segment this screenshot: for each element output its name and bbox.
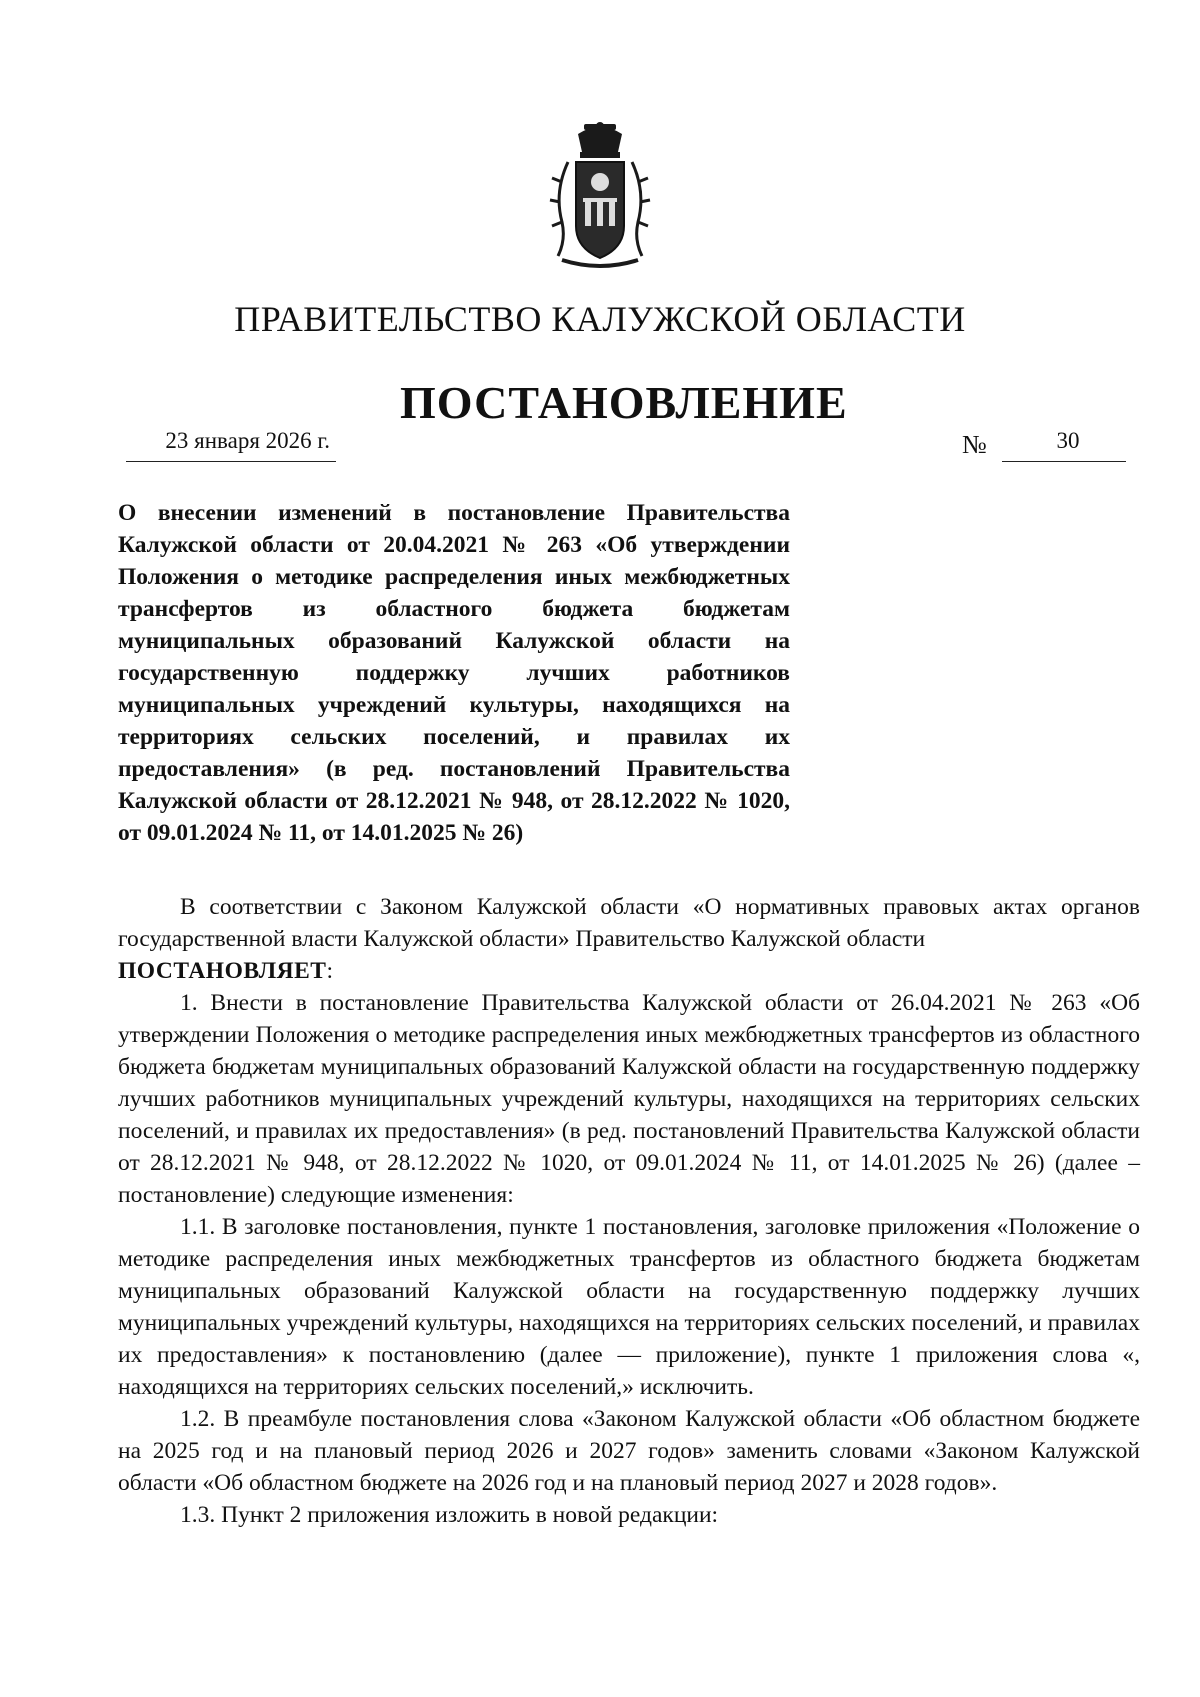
clause-1-2: 1.2. В преамбуле постановления слова «Законом Калужской области «Об областном бюджете на 2025 год и на плановый период 2026 и 2027 годов» заменить словами «Законом Калужской области «Об областном бюджете на 2026 год и на плановый период 2027 и 2028 годов». bbox=[118, 1406, 1140, 1496]
preamble-paragraph bbox=[118, 891, 1140, 987]
document-type-title: ПОСТАНОВЛЕНИЕ bbox=[400, 377, 848, 428]
decree-keyword: ПОСТАНОВЛЯЕТ bbox=[118, 958, 327, 984]
coat-of-arms-icon bbox=[548, 122, 652, 272]
document-body bbox=[118, 891, 1140, 1531]
clause-1-3: 1.3. Пункт 2 приложения изложить в новой редакции: bbox=[180, 1502, 719, 1528]
document-date: 23 января 2026 г. bbox=[126, 428, 336, 462]
document-number-label: № bbox=[962, 430, 987, 459]
document-subject: О внесении изменений в постановление Правительства Калужской области от 20.04.2021 № 263 «Об утверждении Положения о методике распределения иных межбюджетных трансфертов из областного бюджета бюджетам муниципальных образований Калужской области на государственную поддержку лучших работников муниципальных учреждений культуры, находящихся на территориях сельских поселений, и правилах их предоставления» (в ред. постановлений Правительства Калужской области от 28.12.2021 № 948, от 28.12.2022 № 1020, от 09.01.2024 № 11, от 14.01.2025 № 26) bbox=[118, 500, 790, 846]
preamble-text: В соответствии с Законом Калужской области «О нормативных правовых актах органов государственной власти Калужской области» Правительство Калужской области bbox=[118, 894, 1140, 952]
clause-1-1: 1.1. В заголовке постановления, пункте 1 постановления, заголовке приложения «Положение о методике распределения иных межбюджетных трансфертов из областного бюджета бюджетам муниципальных образований Калужской области на государственную поддержку лучших муниципальных учреждений культуры, находящихся на территориях сельских поселений, и правилах их предоставления» к постановлению (далее — приложение), пункте 1 приложения слова «, находящихся на территориях сельских поселений,» исключить. bbox=[118, 1214, 1140, 1400]
decree-colon: : bbox=[326, 958, 333, 984]
organization-title: ПРАВИТЕЛЬСТВО КАЛУЖСКОЙ ОБЛАСТИ bbox=[234, 299, 966, 339]
clause-1: 1. Внести в постановление Правительства Калужской области от 26.04.2021 № 263 «Об утверждении Положения о методике распределения иных межбюджетных трансфертов из областного бюджета бюджетам муниципальных образований Калужской области на государственную поддержку лучших работников муниципальных учреждений культуры, находящихся на территориях сельских поселений, и правилах их предоставления» (в ред. постановлений Правительства Калужской области от 28.12.2021 № 948, от 28.12.2022 № 1020, от 09.01.2024 № 11, от 14.01.2025 № 26) (далее – постановление) следующие изменения: bbox=[118, 990, 1140, 1208]
document-number: 30 bbox=[1002, 428, 1126, 462]
